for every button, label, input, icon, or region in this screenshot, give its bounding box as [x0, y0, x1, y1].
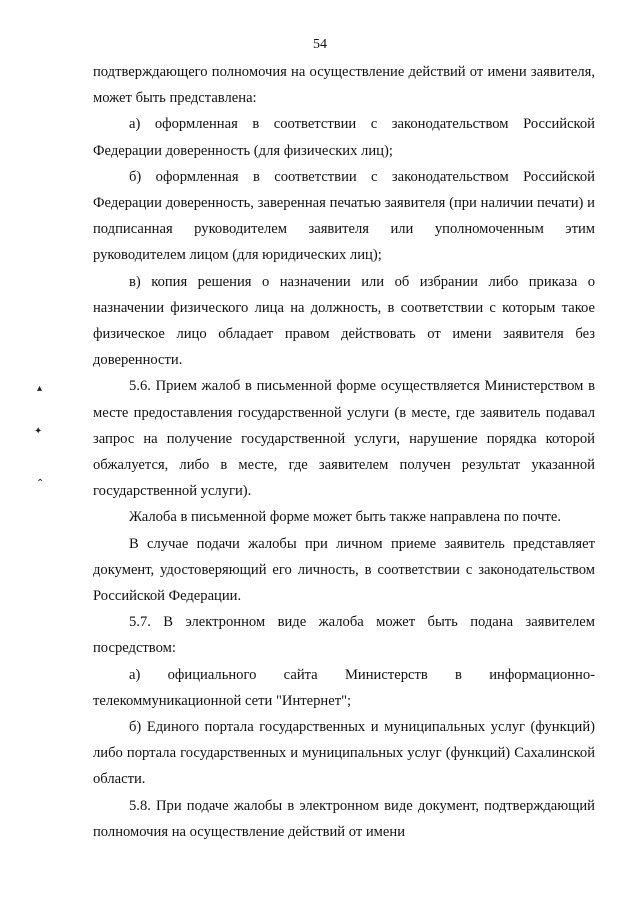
paragraph: а) официального сайта Министерств в информационно-телекоммуникационной сети "Интернет"; [93, 666, 595, 709]
margin-mark: ✦ [34, 426, 43, 437]
paragraph: подтверждающего полномочия на осуществление действий от имени заявителя, может быть представлена: [93, 64, 595, 107]
paragraph: Жалоба в письменной форме может быть также направлена по почте. [129, 509, 562, 526]
paragraph: 5.7. В электронном виде жалоба может быть подана заявителем посредством: [93, 614, 595, 657]
paragraph: а) оформленная в соответствии с законодательством Российской Федерации доверенность (для физических лиц); [93, 116, 595, 159]
document-body [93, 59, 595, 845]
paragraph: б) оформленная в соответствии с законодательством Российской Федерации доверенность, заверенная печатью заявителя (при наличии печати) и подписанная руководителем заявителя или уполномоченным этим руководителем лицом (для юридических лиц); [93, 168, 595, 264]
page-number: 54 [313, 37, 327, 52]
paragraph: в) копия решения о назначении или об избрании либо приказа о назначении физического лица на должность, в соответствии с которым такое физическое лицо обладает правом действовать от имени заявителя без доверенности. [93, 273, 595, 369]
paragraph: б) Единого портала государственных и муниципальных услуг (функций) либо портала государственных и муниципальных услуг (функций) Сахалинской области. [93, 719, 595, 788]
paragraph: 5.6. Прием жалоб в письменной форме осуществляется Министерством в месте предоставления государственной услуги (в месте, где заявитель подавал запрос на получение государственной услуги, нарушение порядка которой обжалуется, либо в месте, где заявителем получен результат указанной государственной услуги). [93, 378, 595, 500]
margin-mark: ▴ [37, 383, 43, 394]
paragraph: 5.8. При подаче жалобы в электронном виде документ, подтверждающий полномочия на осуществление действий от имени [93, 797, 595, 840]
margin-mark: ⌃ [36, 478, 45, 489]
paragraph: В случае подачи жалобы при личном приеме заявитель представляет документ, удостоверяющий его личность, в соответствии с законодательством Российской Федерации. [93, 535, 595, 605]
